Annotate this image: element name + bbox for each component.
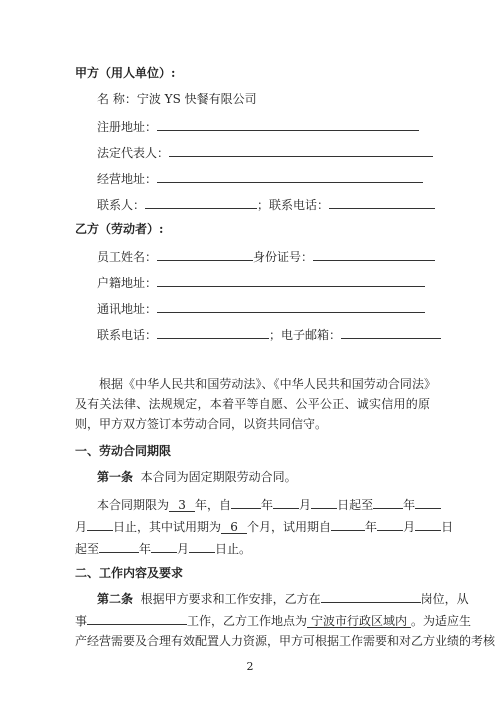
probation-month-text: 月 — [403, 520, 416, 534]
phone-label: 联系电话： — [97, 328, 158, 342]
email-field[interactable] — [341, 326, 441, 339]
party-b-heading: 乙方（劳动者）: — [75, 222, 164, 236]
start-day-text: 日起至 — [337, 498, 374, 512]
preamble-text: 根据《中华人民共和国劳动法》、《中华人民共和国劳动合同法》及有关法律、法规规定，本着平等自愿、公平公正、诚实信用的原则，甲方双方签订本劳动合同，以资共同信守。 — [75, 377, 430, 431]
start-year-field[interactable] — [231, 496, 261, 509]
household-label: 户籍地址： — [97, 276, 158, 290]
start-month-field[interactable] — [273, 496, 299, 509]
end-year-cont-field[interactable] — [415, 496, 441, 509]
reg-address-label: 注册地址： — [97, 120, 158, 134]
term-row-3 — [75, 540, 251, 556]
probation-year-text: 年 — [365, 520, 378, 534]
company-name-label: 名 称： — [97, 92, 137, 106]
page-number: 2 — [246, 660, 254, 673]
legal-rep-field[interactable] — [169, 144, 433, 157]
probation-months-field[interactable]: 6 — [221, 521, 247, 534]
contact-phone-label: ；联系电话： — [257, 198, 330, 212]
probation-end-text: 日止。 — [215, 542, 252, 556]
phone-email-row — [97, 326, 441, 342]
start-year-text: 年 — [261, 498, 274, 512]
position-field[interactable] — [321, 590, 421, 603]
end-year-field[interactable] — [373, 496, 403, 509]
biz-address-label: 经营地址： — [97, 172, 158, 186]
employee-row — [97, 248, 435, 264]
probation-end-day-field[interactable] — [189, 540, 215, 553]
probation-end-year-field[interactable] — [99, 540, 139, 553]
article2-label: 第二条 — [97, 592, 134, 606]
section2-title: 二、工作内容及要求 — [75, 566, 184, 580]
probation-prefix: 日止，其中试用期为 — [113, 520, 222, 534]
employee-name-label: 员工姓名： — [97, 250, 158, 264]
household-field[interactable] — [157, 274, 425, 287]
term-years-field[interactable]: 3 — [169, 499, 195, 512]
phone-field[interactable] — [157, 326, 269, 339]
biz-address-row — [97, 170, 423, 186]
probation-month-field[interactable] — [377, 518, 403, 531]
article2-text-e: 。为适应生 — [411, 614, 472, 628]
email-label: ；电子邮箱： — [269, 328, 342, 342]
mail-address-label: 通讯地址： — [97, 302, 158, 316]
company-name-value: 宁波 YS 快餐有限公司 — [136, 92, 257, 106]
probation-from-text: 个月，试用期自 — [247, 520, 332, 534]
preamble-paragraph — [75, 374, 430, 434]
article2-text-c: 事 — [75, 614, 88, 628]
article2-row-2 — [75, 612, 471, 628]
article1-text: 本合同为固定期限劳动合同。 — [140, 470, 297, 484]
start-month-text: 月 — [299, 498, 312, 512]
contact-label: 联系人： — [97, 198, 146, 212]
legal-rep-label: 法定代表人： — [97, 146, 170, 160]
term-row-1 — [97, 496, 441, 512]
article2-text-b: 岗位，从 — [420, 592, 469, 606]
employee-name-field[interactable] — [157, 248, 253, 261]
term-prefix: 本合同期限为 — [97, 498, 170, 512]
end-month-text: 月 — [75, 520, 88, 534]
mail-address-field[interactable] — [157, 300, 425, 313]
section1-title: 一、劳动合同期限 — [75, 444, 172, 458]
start-day-field[interactable] — [311, 496, 337, 509]
article2-text-d: 工作，乙方工作地点为 — [187, 614, 308, 628]
article2-text-a: 根据甲方要求和工作安排，乙方在 — [140, 592, 321, 606]
household-row — [97, 274, 425, 290]
article1-row — [97, 470, 297, 484]
contact-row — [97, 196, 435, 212]
contact-field[interactable] — [145, 196, 257, 209]
end-day-field[interactable] — [87, 518, 113, 531]
article1-label: 第一条 — [97, 470, 134, 484]
legal-rep-row — [97, 144, 433, 160]
probation-end-year-text: 年 — [139, 542, 152, 556]
article2-row-1 — [97, 590, 469, 606]
probation-end-month-text: 月 — [177, 542, 190, 556]
company-name-row — [97, 92, 257, 106]
probation-year-field[interactable] — [331, 518, 365, 531]
mail-address-row — [97, 300, 425, 316]
term-year-text: 年，自 — [195, 498, 232, 512]
biz-address-field[interactable] — [157, 170, 423, 183]
party-a-heading: 甲方（用人单位）: — [75, 66, 176, 80]
probation-day-text: 日 — [441, 520, 454, 534]
article2-row-3 — [75, 634, 495, 648]
id-number-field[interactable] — [313, 248, 435, 261]
work-place-value[interactable]: 宁波市行政区域内 — [307, 615, 411, 628]
reg-address-row — [97, 118, 419, 134]
end-year-text: 年 — [403, 498, 416, 512]
article2-text-f: 产经营需要及合理有效配置人力资源，甲方可根据工作需要和对乙方业绩的考核 — [75, 634, 496, 648]
probation-day-field[interactable] — [415, 518, 441, 531]
probation-end-month-field[interactable] — [151, 540, 177, 553]
id-label: 身份证号： — [253, 250, 314, 264]
work-content-field[interactable] — [87, 612, 187, 625]
contact-phone-field[interactable] — [329, 196, 435, 209]
reg-address-field[interactable] — [157, 118, 419, 131]
term-row-2 — [75, 518, 453, 534]
probation-end-prefix: 起至 — [75, 542, 100, 556]
